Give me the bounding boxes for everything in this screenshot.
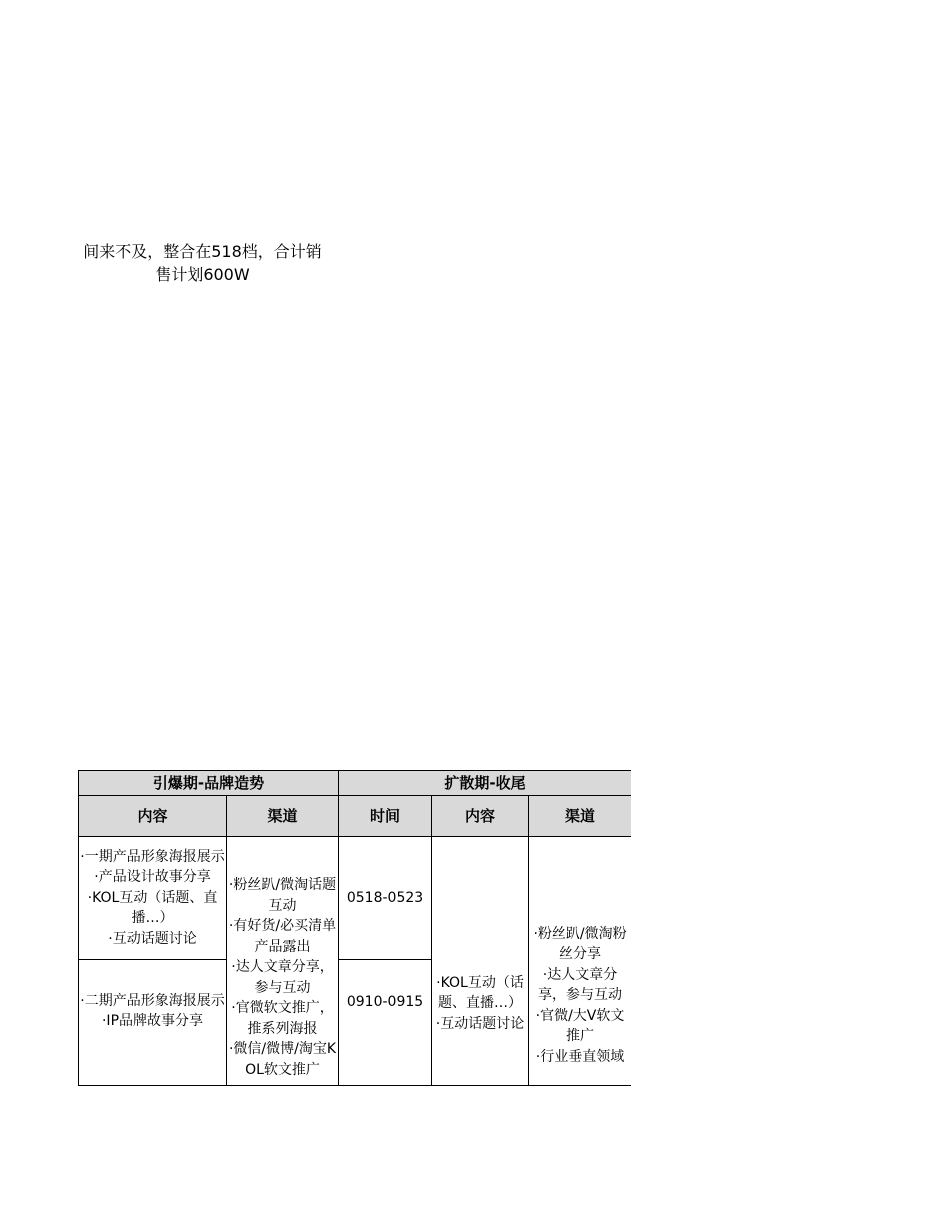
channel-line: ·粉丝趴/微淘话题互动 (228, 877, 337, 914)
channel-line: ·有好货/必买清单产品露出 (228, 918, 337, 955)
note-line-1: 间来不及，整合在518档，合计销 (83, 242, 322, 261)
content-line: ·一期产品形象海报展示 (80, 848, 225, 865)
row-1-content (79, 837, 227, 960)
row-2-time (339, 960, 432, 1087)
note-line-2: 售计划600W (155, 265, 250, 284)
content-2-line: ·KOL互动（话题、直播…） (436, 974, 524, 1012)
channel-2-line: ·官微/大V软文推广 (535, 1007, 625, 1045)
channel-line: ·微信/微博/淘宝KOL软文推广 (228, 1041, 337, 1078)
phase-header-row (79, 771, 632, 796)
column-header-channel-1: 渠道 (227, 796, 339, 837)
column-header-content-2: 内容 (432, 796, 529, 837)
campaign-table (78, 770, 631, 1086)
channel-2-cell (529, 837, 631, 1087)
row-2-content (79, 960, 227, 1087)
column-header-channel-2: 渠道 (529, 796, 631, 837)
channel-line: ·官微软文推广，推系列海报 (231, 1000, 334, 1037)
table-row (79, 837, 632, 960)
content-line: ·互动话题讨论 (108, 930, 197, 947)
content-line: ·IP品牌故事分享 (101, 1013, 204, 1029)
content-2-cell (432, 837, 529, 1087)
row-2-time-text: 0910-0915 (346, 994, 424, 1010)
channel-1-cell (227, 837, 339, 1087)
content-line: ·二期产品形象海报展示 (80, 992, 225, 1009)
channel-2-line: ·粉丝趴/微淘粉丝分享 (533, 925, 627, 963)
column-header-row (79, 796, 632, 837)
note-text (60, 240, 345, 286)
column-header-content-1: 内容 (79, 796, 227, 837)
content-2-line: ·互动话题讨论 (435, 1015, 525, 1032)
column-header-time: 时间 (339, 796, 432, 837)
content-line: ·KOL互动（话题、直播…） (87, 889, 218, 927)
channel-2-line: ·行业垂直领域 (535, 1048, 625, 1065)
row-1-time: 0518-0523 (339, 837, 432, 960)
channel-2-line: ·达人文章分享，参与互动 (538, 966, 623, 1004)
phase-header-2: 扩散期-收尾 (339, 771, 631, 796)
content-line: ·产品设计故事分享 (94, 869, 211, 886)
phase-header-1: 引爆期-品牌造势 (79, 771, 339, 796)
channel-line: ·达人文章分享，参与互动 (231, 959, 334, 996)
